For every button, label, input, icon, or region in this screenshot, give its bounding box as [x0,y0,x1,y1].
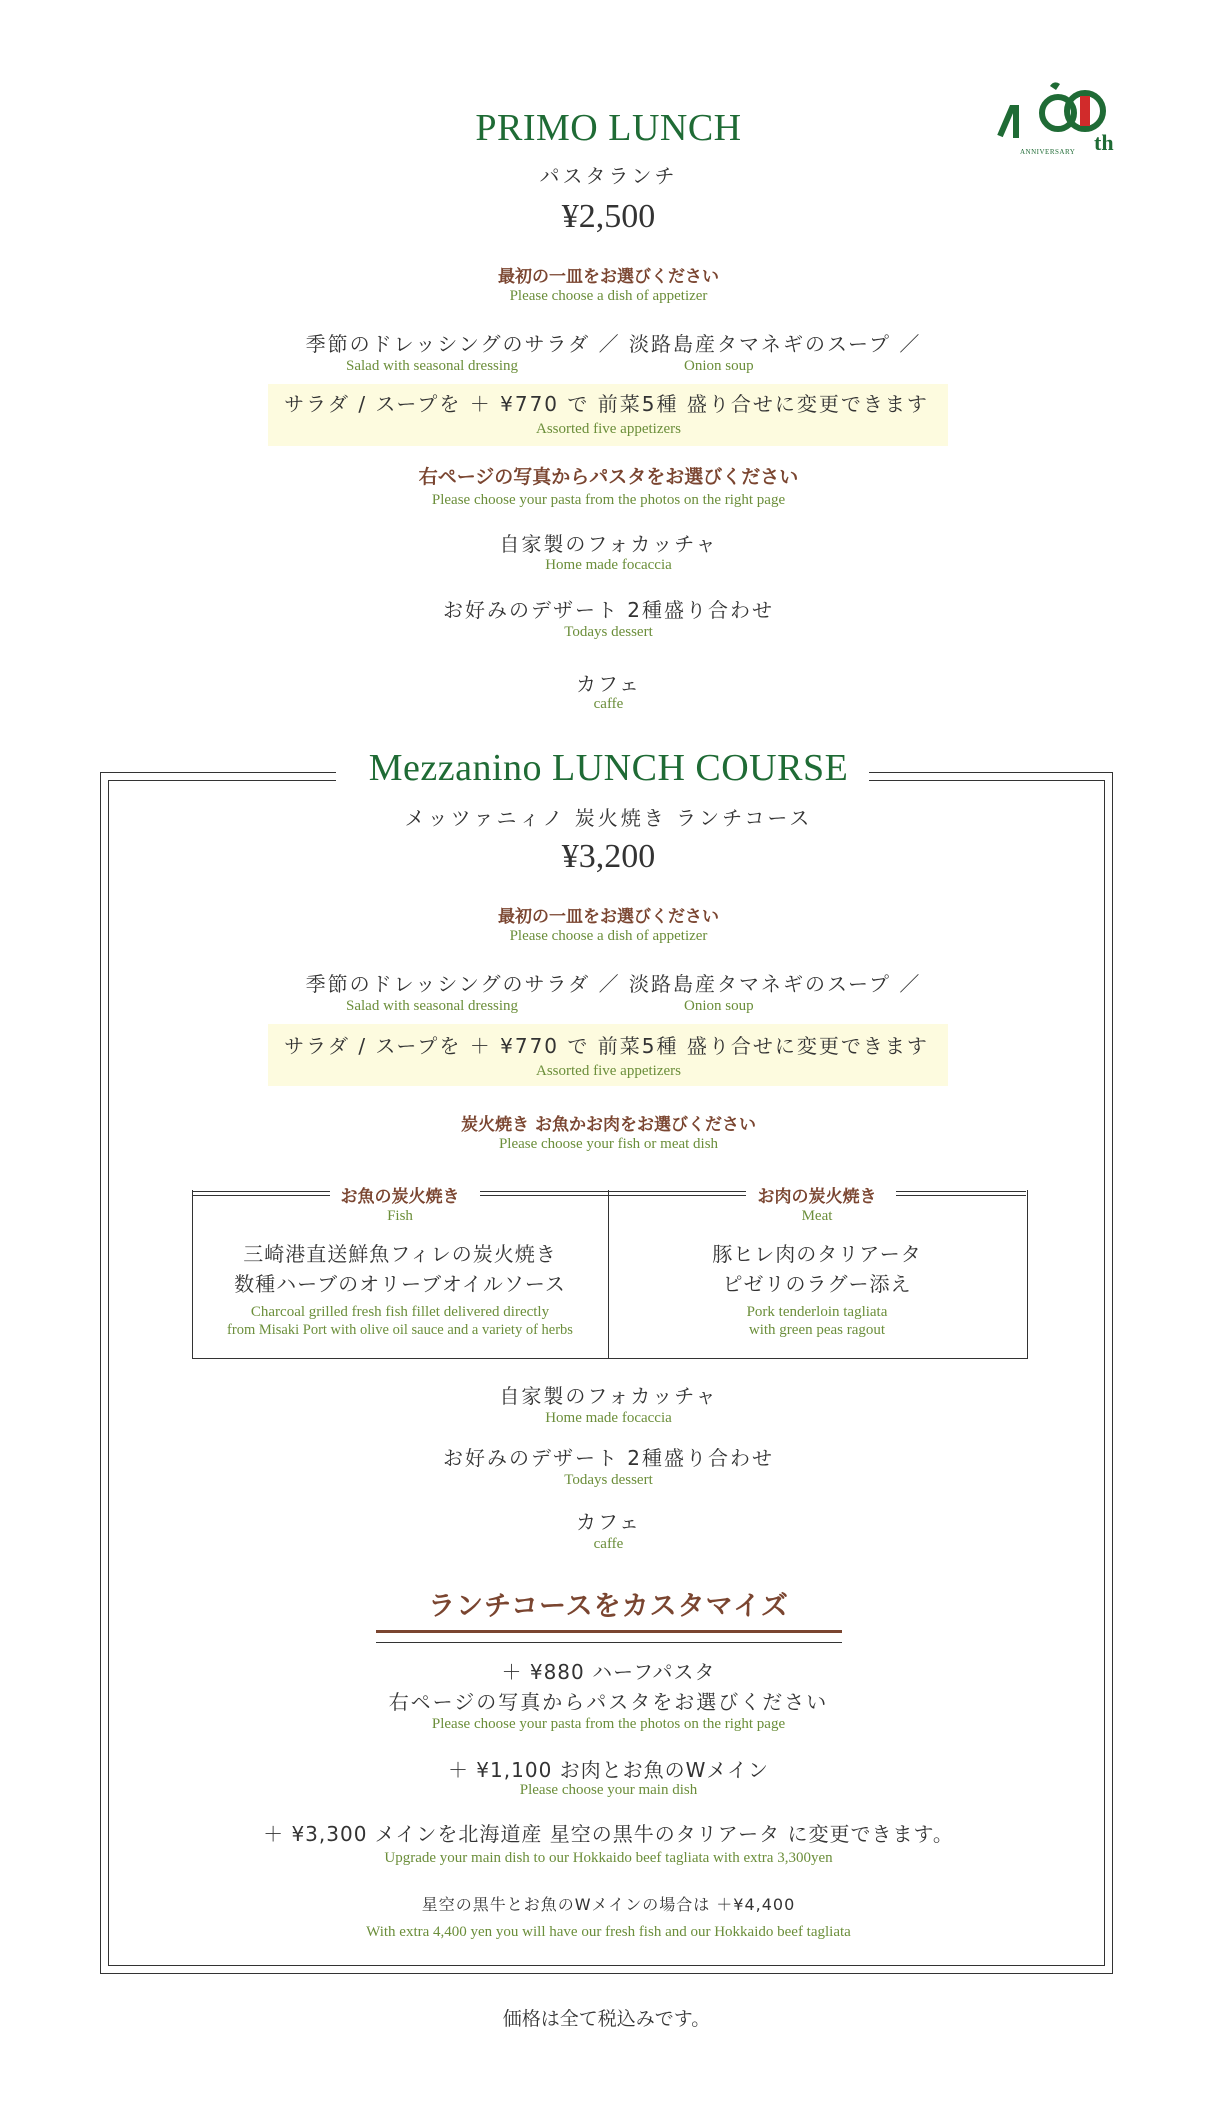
mezz-focaccia-en: Home made focaccia [545,1410,672,1426]
fish-line2: 数種ハーブのオリーブオイルソース [234,1272,566,1296]
customize-underline-thin [376,1642,842,1643]
option-half-pasta-note: 右ページの写真からパスタをお選びください [388,1690,829,1714]
primo-dessert-en: Todays dessert [564,624,653,640]
primo-soup-en: Onion soup [684,358,754,374]
option-beef-upgrade: ＋ ¥3,300 メインを北海道産 星空の黒牛のタリアータ に変更できます。 [263,1822,954,1846]
meat-en2: with green peas ragout [748,1322,886,1338]
customize-heading: ランチコースをカスタマイズ [428,1591,789,1622]
tax-note: 価格は全て税込みです。 [502,2008,711,2030]
primo-upgrade-line: サラダ / スープを ＋ ¥770 で 前菜5種 盛り合せに変更できます [284,392,929,416]
option-half-pasta-en: Please choose your pasta from the photos on the right page [431,1716,786,1732]
meat-en1: Pork tenderloin tagliata [746,1304,888,1320]
mezzanino-title: Mezzanino LUNCH COURSE [368,747,849,789]
fish-line1: 三崎港直送鮮魚フィレの炭火焼き [243,1242,557,1266]
meat-line1: 豚ヒレ肉のタリアータ [712,1242,922,1266]
mezz-upgrade-en: Assorted five appetizers [536,1063,681,1079]
option-beef-upgrade-en: Upgrade your main dish to our Hokkaido beef tagliata with extra 3,300yen [384,1850,833,1866]
primo-pasta-heading: 右ページの写真からパスタをお選びください [418,466,799,488]
logo-suffix: th [1094,130,1114,155]
fish-en1: Charcoal grilled fresh fish fillet delivered directly [250,1304,550,1320]
meat-heading-en: Meat [801,1208,833,1224]
option-w-main-en: Please choose your main dish [519,1782,698,1798]
mezz-dessert: お好みのデザート 2種盛り合わせ [442,1446,775,1470]
primo-focaccia-en: Home made focaccia [545,557,672,573]
mezz-soup-en: Onion soup [684,998,754,1014]
mezz-salad-en: Salad with seasonal dressing [346,998,519,1014]
option-beef-fish-w-en: With extra 4,400 yen you will have our fresh fish and our Hokkaido beef tagliata [366,1924,851,1940]
fish-heading-en: Fish [387,1208,413,1224]
primo-appetizer-line: 季節のドレッシングのサラダ ／ 淡路島産タマネギのスープ ／ [305,332,922,356]
primo-upgrade-en: Assorted five appetizers [536,421,681,437]
primo-dessert: お好みのデザート 2種盛り合わせ [442,598,775,622]
logo-caption: ANNIVERSARY [1020,148,1076,156]
mezz-upgrade-line: サラダ / スープを ＋ ¥770 で 前菜5種 盛り合せに変更できます [284,1034,929,1058]
mezz-caffe: カフェ [576,1510,641,1534]
primo-caffe-en: caffe [593,696,624,712]
mezz-caffe-en: caffe [593,1536,624,1552]
mezz-focaccia: 自家製のフォカッチャ [499,1384,718,1408]
primo-caffe: カフェ [576,672,641,696]
mezz-main-heading-en: Please choose your fish or meat dish [498,1136,719,1152]
meat-heading: お肉の炭火焼き [757,1187,877,1207]
fish-heading: お魚の炭火焼き [340,1187,460,1207]
mezz-main-heading: 炭火焼き お魚かお肉をお選びください [461,1115,756,1135]
mezz-appetizer-line: 季節のドレッシングのサラダ ／ 淡路島産タマネギのスープ ／ [305,972,922,996]
fish-en2: from Misaki Port with olive oil sauce and a variety of herbs [227,1322,573,1338]
customize-underline-thick [376,1630,842,1633]
mezzanino-price: ¥3,200 [561,838,656,875]
option-w-main: ＋ ¥1,100 お肉とお魚のWメイン [447,1758,770,1782]
primo-appetizer-heading-en: Please choose a dish of appetizer [509,288,708,304]
mezz-appetizer-heading-en: Please choose a dish of appetizer [509,928,708,944]
mezz-dessert-en: Todays dessert [564,1472,653,1488]
primo-appetizer-heading: 最初の一皿をお選びください [498,267,719,287]
mezz-appetizer-heading: 最初の一皿をお選びください [498,907,719,927]
primo-title: PRIMO LUNCH [475,107,742,149]
mezzanino-subtitle: メッツァニィノ 炭火焼き ランチコース [404,806,813,830]
primo-salad-en: Salad with seasonal dressing [346,358,519,374]
meat-line2: ピゼリのラグー添え [722,1272,912,1296]
primo-subtitle: パスタランチ [539,164,678,188]
primo-pasta-heading-en: Please choose your pasta from the photos on the right page [431,492,786,508]
primo-focaccia: 自家製のフォカッチャ [499,532,718,556]
option-half-pasta: ＋ ¥880 ハーフパスタ [501,1660,716,1684]
primo-price: ¥2,500 [561,198,656,235]
option-beef-fish-w: 星空の黒牛とお魚のWメインの場合は ＋¥4,400 [421,1895,796,1914]
